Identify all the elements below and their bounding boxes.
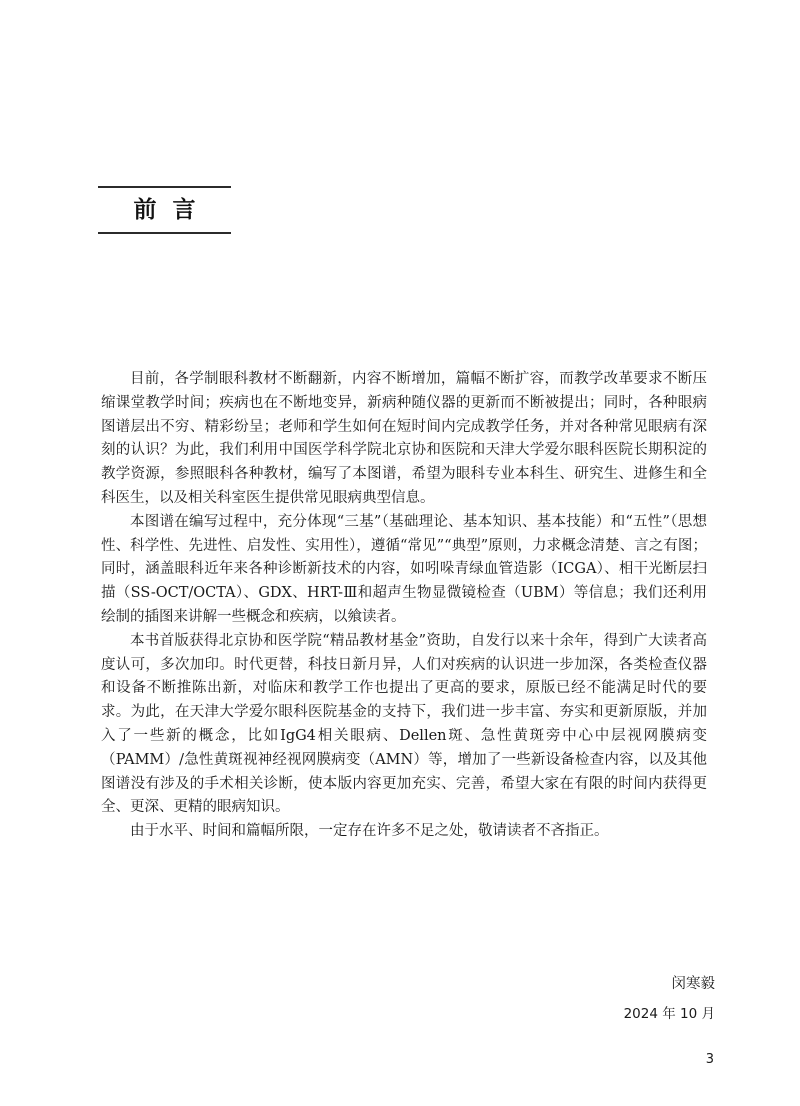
heading-rule-box (98, 186, 231, 234)
page-title: 前言 (133, 197, 212, 223)
paragraph: 由于水平、时间和篇幅所限，一定存在许多不足之处，敬请读者不吝指正。 (130, 823, 609, 840)
paragraph: 本书首版获得北京协和医学院“精品教材基金”资助，自发行以来十余年，得到广大读者高度认可，多次加印。时代更替，科技日新月异，人们对疾病的认识进一步加深，各类检查仪器和设备不断推陈出新，对临床和教学工作也提出了更高的要求，原版已经不能满足时代的要求。为此，在天津大学爱尔眼科医院基金的支持下，我们进一步丰富、夯实和更新原版，并加入了一些新的概念，比如IgG4相关眼病、Dellen斑、急性黄斑旁中心中层视网膜病变（PAMM）/急性黄斑视神经视网膜病变（AMN）等，增加了一些新设备检查内容，以及其他图谱没有涉及的手术相关诊断，使本版内容更加充实、完善，希望大家在有限的时间内获得更全、更深、更精的眼病知识。 (101, 632, 707, 816)
signature-date: 2024 年 10 月 (623, 1006, 715, 1022)
body-text (101, 368, 707, 844)
paragraph: 目前，各学制眼科教材不断翻新，内容不断增加，篇幅不断扩容，而教学改革要求不断压缩课堂教学时间；疾病也在不断地变异，新病种随仪器的更新而不断被提出；同时，各种眼病图谱层出不穷、精彩纷呈；老师和学生如何在短时间内完成教学任务，并对各种常见眼病有深刻的认识？为此，我们利用中国医学科学院北京协和医院和天津大学爱尔眼科医院长期积淀的教学资源，参照眼科各种教材，编写了本图谱，希望为眼科专业本科生、研究生、进修生和全科医生，以及相关科室医生提供常见眼病典型信息。 (101, 371, 707, 506)
paragraph: 本图谱在编写过程中，充分体现“三基”（基础理论、基本知识、基本技能）和“五性”（思想性、科学性、先进性、启发性、实用性），遵循“常见”“典型”原则，力求概念清楚、言之有图；同时，涵盖眼科近年来各种诊断新技术的内容，如吲哚青绿血管造影（ICGA）、相干光断层扫描（SS-OCT/OCTA）、GDX、HRT-Ⅲ和超声生物显微镜检查（UBM）等信息；我们还利用绘制的插图来讲解一些概念和疾病，以飨读者。 (101, 513, 707, 625)
author-signature: 闵寒毅 (671, 976, 715, 992)
page-number: 3 (705, 1052, 714, 1067)
